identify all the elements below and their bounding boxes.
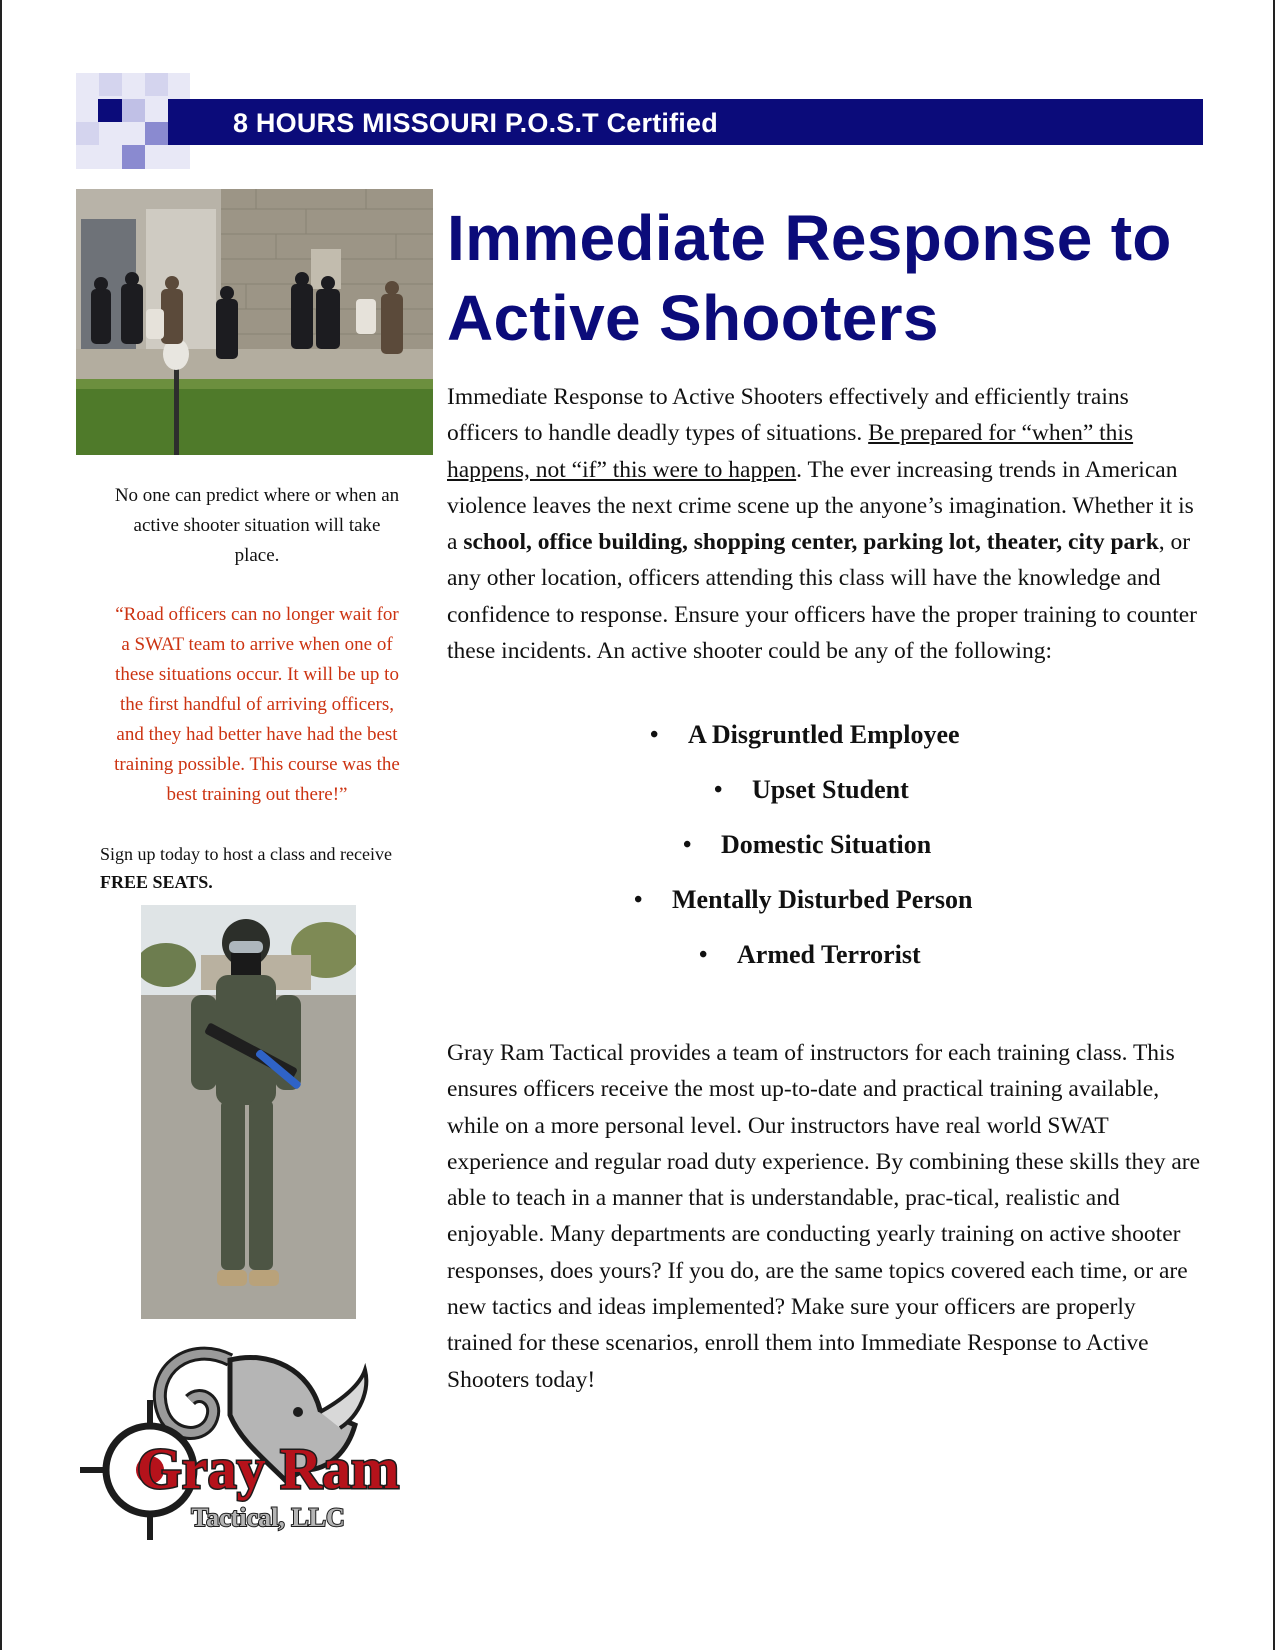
bold-places-text: school, office building, shopping center, parking lot, theater, city park [463, 529, 1159, 556]
bullet-dot: • [714, 777, 723, 803]
banner-square [122, 99, 145, 122]
left-intro-text [92, 481, 422, 571]
title-line: Active Shooters [447, 282, 939, 354]
bullet-dot: • [650, 722, 659, 748]
banner-square [76, 122, 99, 145]
logo-name-text: Gray Ram [136, 1436, 400, 1501]
bullet-label: Domestic Situation [721, 830, 932, 859]
banner-square [99, 73, 122, 96]
quote-line: “Road officers can no longer wait for [115, 604, 399, 625]
bullet-dot: • [683, 832, 692, 858]
para-text: Immediate Response to Active Shooters effectively and efficiently trains officers to handle deadly types of situations. [447, 384, 1129, 447]
intro-line: No one can predict where or when an [114, 485, 400, 506]
bullet-label: Armed Terrorist [737, 940, 921, 969]
quote-line: the first handful of arriving officers, [119, 694, 394, 715]
header-banner [76, 73, 1203, 169]
quote-line: these situations occur. It will be up to [115, 664, 399, 685]
tactical-officer-photo [141, 905, 356, 1319]
intro-line: place. [234, 545, 280, 566]
instructors-paragraph: Gray Ram Tactical provides a team of instructors for each training class. This ensures officers receive the most up-to-date and practical training available, while on a more personal level. Our instructors have real world SWAT experience and regular road duty experience. By combining these skills they are able to teach in a manner that is understandable, prac-tical, realistic and enjoyable. Many departments are conducting yearly training on active shooter responses, does yours? If you do, are the same topics covered each time, or are new tactics and ideas implemented? Make sure your officers are properly trained for these scenarios, enroll them into Immediate Response to Active Shooters today! [447, 1040, 1201, 1393]
bullet-label: Mentally Disturbed Person [672, 885, 973, 914]
bullet-item [683, 827, 932, 863]
quote-line: and they had better have had the best [116, 724, 398, 745]
intro-paragraph [447, 379, 1204, 669]
signup-text: Sign up today to host a class and receive [100, 844, 392, 864]
logo-sub-text: Tactical, LLC [191, 1503, 345, 1532]
quote-line: a SWAT team to arrive when one of [121, 634, 393, 655]
bullet-item [714, 772, 909, 808]
bullet-item [634, 882, 973, 918]
banner-square [98, 99, 122, 122]
para-text: , or any other location, officers attending this class will have the knowledge and confidence to response. Ensure your officers have the proper training to counter these incidents. An active shooter could be any of the following: [447, 529, 1197, 665]
bullet-dot: • [634, 887, 643, 913]
ram-head-crosshair-logo-icon [80, 1330, 435, 1540]
gray-ram-logo [80, 1330, 435, 1540]
para-text: . The ever increasing trends in American violence leaves the next crime scene up the anyone’s imagination. Whether it is a [447, 456, 1194, 556]
free-seats-text: FREE SEATS. [100, 872, 213, 892]
signup-note [100, 840, 430, 896]
officers-rescue-photo-icon [76, 189, 433, 455]
officers-rescue-photo [76, 189, 433, 455]
bullet-label: A Disgruntled Employee [688, 720, 960, 749]
quote-line: training possible. This course was the [114, 754, 400, 775]
bullet-dot: • [699, 942, 708, 968]
testimonial-quote [92, 600, 422, 810]
underlined-text: Be prepared for “when” this happens, not “if” this were to happen [447, 420, 1134, 483]
title-line: Immediate Response to [447, 202, 1172, 274]
banner-square [145, 122, 168, 145]
bullet-item [699, 937, 921, 973]
bullet-label: Upset Student [752, 775, 909, 804]
quote-line: best training out there!” [166, 784, 348, 805]
tactical-officer-photo-icon [141, 905, 356, 1319]
bullet-item [650, 717, 960, 753]
banner-square [145, 73, 168, 96]
intro-line: active shooter situation will take [133, 515, 381, 536]
banner-title: 8 HOURS MISSOURI P.O.S.T Certified [233, 108, 718, 138]
page-title [447, 198, 1237, 358]
banner-square [122, 145, 145, 169]
